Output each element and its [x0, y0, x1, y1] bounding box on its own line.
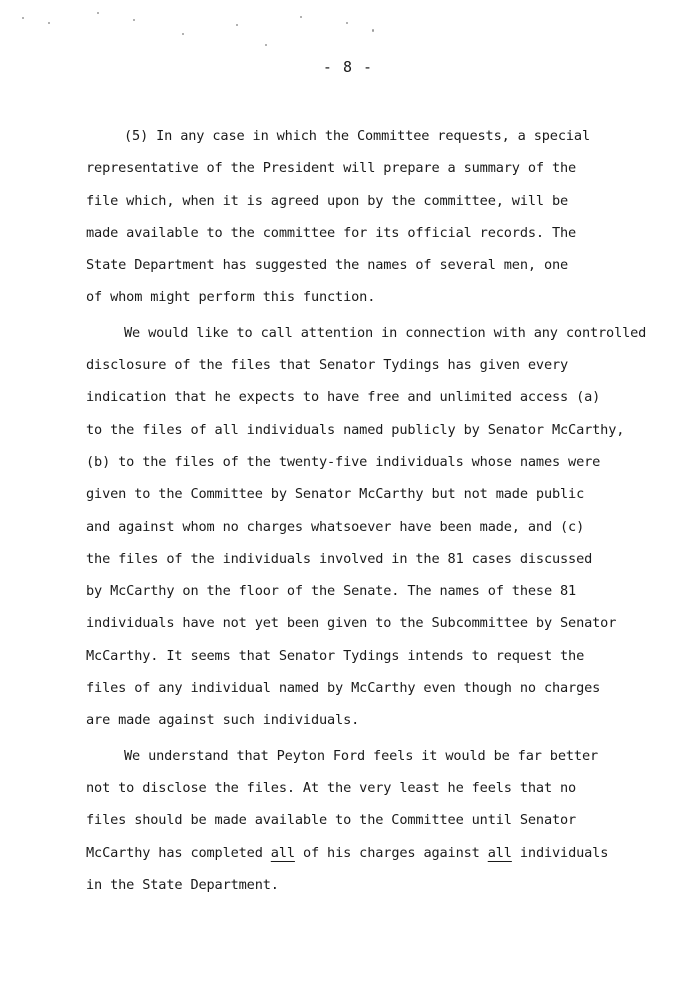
scan-speck: [22, 17, 24, 19]
text-segment: of his charges against: [294, 844, 488, 861]
scan-speck: [265, 44, 267, 46]
text-line: not to disclose the files. At the very least he feels that no: [86, 779, 577, 796]
text-line: given to the Committee by Senator McCarthy but not made public: [86, 486, 585, 503]
scan-speck: [372, 29, 374, 32]
document-body: [86, 120, 666, 904]
text-line: We would like to call attention in connection with any controlled: [124, 324, 647, 341]
text-line: file which, when it is agreed upon by the committee, will be: [86, 192, 569, 209]
text-segment: McCarthy has completed: [86, 844, 271, 861]
scan-speck: [48, 22, 50, 24]
text-line-with-underline: [86, 837, 666, 869]
text-line: made available to the committee for its official records. The: [86, 224, 577, 241]
text-line: indication that he expects to have free and unlimited access (a): [86, 389, 601, 406]
text-line: the files of the individuals involved in the 81 cases discussed: [86, 550, 593, 567]
text-line: files should be made available to the Committee until Senator: [86, 812, 577, 829]
paragraph-3: [86, 740, 666, 901]
text-line: are made against such individuals.: [86, 712, 360, 729]
paragraph-1: [86, 120, 666, 314]
scan-speck: [133, 19, 135, 21]
text-line: (b) to the files of the twenty-five individuals whose names were: [86, 453, 601, 470]
page-number: - 8 -: [322, 58, 374, 76]
text-line: to the files of all individuals named publicly by Senator McCarthy,: [86, 421, 625, 438]
scan-speck: [300, 16, 302, 18]
text-segment: individuals: [511, 844, 609, 861]
scan-speck: [346, 22, 348, 24]
scan-speck: [182, 33, 184, 35]
text-line: We understand that Peyton Ford feels it would be far better: [124, 747, 599, 764]
text-line: by McCarthy on the floor of the Senate. The names of these 81: [86, 583, 577, 600]
underlined-word: all: [270, 844, 295, 861]
underlined-word: all: [487, 844, 512, 861]
text-line: representative of the President will prepare a summary of the: [86, 160, 577, 177]
text-line: disclosure of the files that Senator Tydings has given every: [86, 357, 569, 374]
text-line: and against whom no charges whatsoever have been made, and (c): [86, 518, 585, 535]
text-line: State Department has suggested the names of several men, one: [86, 257, 569, 274]
text-line: files of any individual named by McCarthy even though no charges: [86, 680, 601, 697]
text-line: (5) In any case in which the Committee requests, a special: [124, 128, 590, 144]
scan-speck: [97, 12, 99, 14]
text-line: individuals have not yet been given to the Subcommittee by Senator: [86, 615, 617, 632]
paragraph-2: [86, 317, 666, 737]
text-line: McCarthy. It seems that Senator Tydings intends to request the: [86, 647, 585, 664]
scan-speck: [236, 24, 238, 26]
text-line: of whom might perform this function.: [86, 289, 376, 306]
text-line: in the State Department.: [86, 876, 279, 893]
